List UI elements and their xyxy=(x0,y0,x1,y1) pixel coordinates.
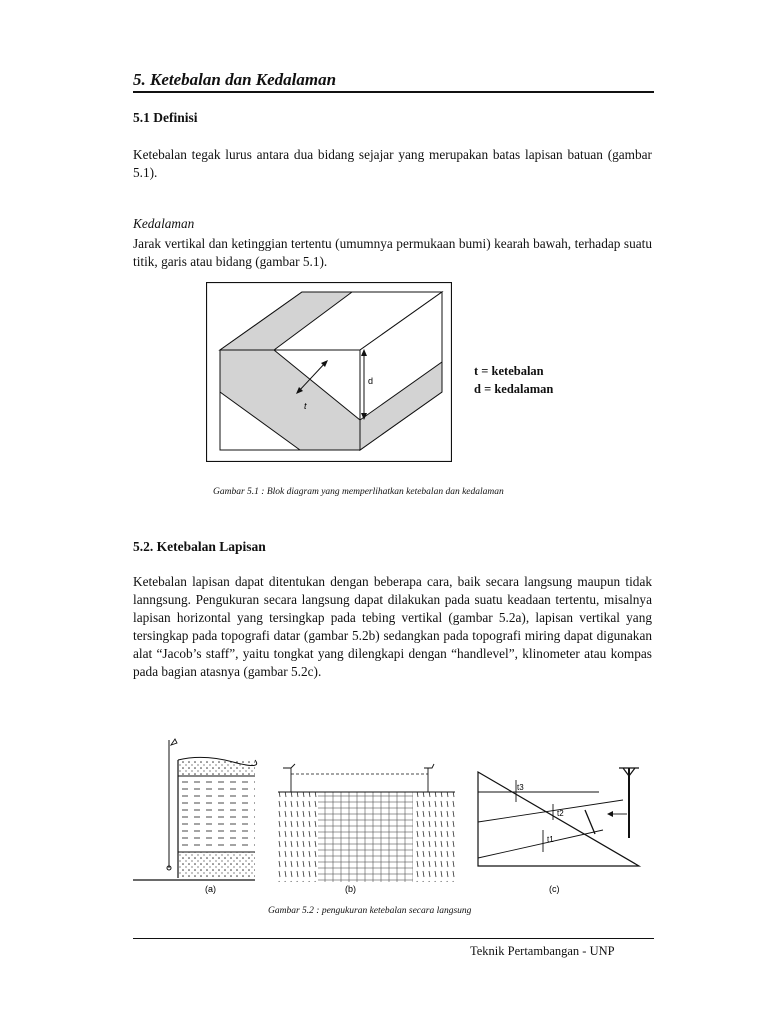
paragraph-ketebalan-lapisan: Ketebalan lapisan dapat ditentukan dengan beberapa cara, baik secara langsung maupun tidak lanngsung. Pengukuran secara langsung dapat dilakukan pada suatu keadaan tertentu, misalnya lapisan horizontal yang tersingkap pada tebing vertikal (gambar 5.2a), lapisan vertikal yang tersingkap pada topografi datar (gambar 5.2b) sedangkan pada topografi miring dapat digunakan alat “Jacob’s staff”, yaitu tongkat yang dilengkapi dengan “handlevel”, klinometer atau kompas pada bagian atasnya (gambar 5.2c). xyxy=(133,574,652,679)
chapter-title: 5. Ketebalan dan Kedalaman xyxy=(133,70,337,89)
label-d: d xyxy=(368,376,374,386)
label-t: t xyxy=(304,401,307,411)
title-rule xyxy=(133,91,654,93)
figure-a-cliff xyxy=(133,739,257,894)
section-heading-ketebalan-lapisan: 5.2. Ketebalan Lapisan xyxy=(133,539,266,554)
label-a: (a) xyxy=(205,884,216,894)
kedalaman-label: Kedalaman xyxy=(133,216,195,231)
block-diagram-figure xyxy=(206,282,452,462)
figure-c-slope xyxy=(478,768,639,894)
paragraph-kedalaman: Jarak vertikal dan ketinggian tertentu (umumnya permukaan bumi) kearah bawah, terhadap suatu titik, garis atau bidang (gambar 5.1). xyxy=(133,236,652,269)
section-heading-definisi: 5.1 Definisi xyxy=(133,110,198,125)
label-t2: t2 xyxy=(557,809,564,818)
figure2-caption: Gambar 5.2 : pengukuran ketebalan secara langsung xyxy=(268,906,472,916)
label-t1: t1 xyxy=(547,835,554,844)
label-c: (c) xyxy=(549,884,560,894)
legend-kedalaman: d = kedalaman xyxy=(474,382,554,396)
legend-ketebalan: t = ketebalan xyxy=(474,364,544,378)
measurement-figure xyxy=(133,730,653,896)
figure1-legend xyxy=(474,362,553,398)
figure-b-vertical-layers xyxy=(278,764,455,894)
label-b: (b) xyxy=(345,884,356,894)
footer-rule xyxy=(133,938,654,939)
paragraph-ketebalan: Ketebalan tegak lurus antara dua bidang sejajar yang merupakan batas lapisan batuan (gambar 5.1). xyxy=(133,147,652,180)
figure1-caption: Gambar 5.1 : Blok diagram yang memperlihatkan ketebalan dan kedalaman xyxy=(213,487,504,497)
footer-text: Teknik Pertambangan - UNP xyxy=(470,944,615,958)
label-t3: t3 xyxy=(517,783,524,792)
